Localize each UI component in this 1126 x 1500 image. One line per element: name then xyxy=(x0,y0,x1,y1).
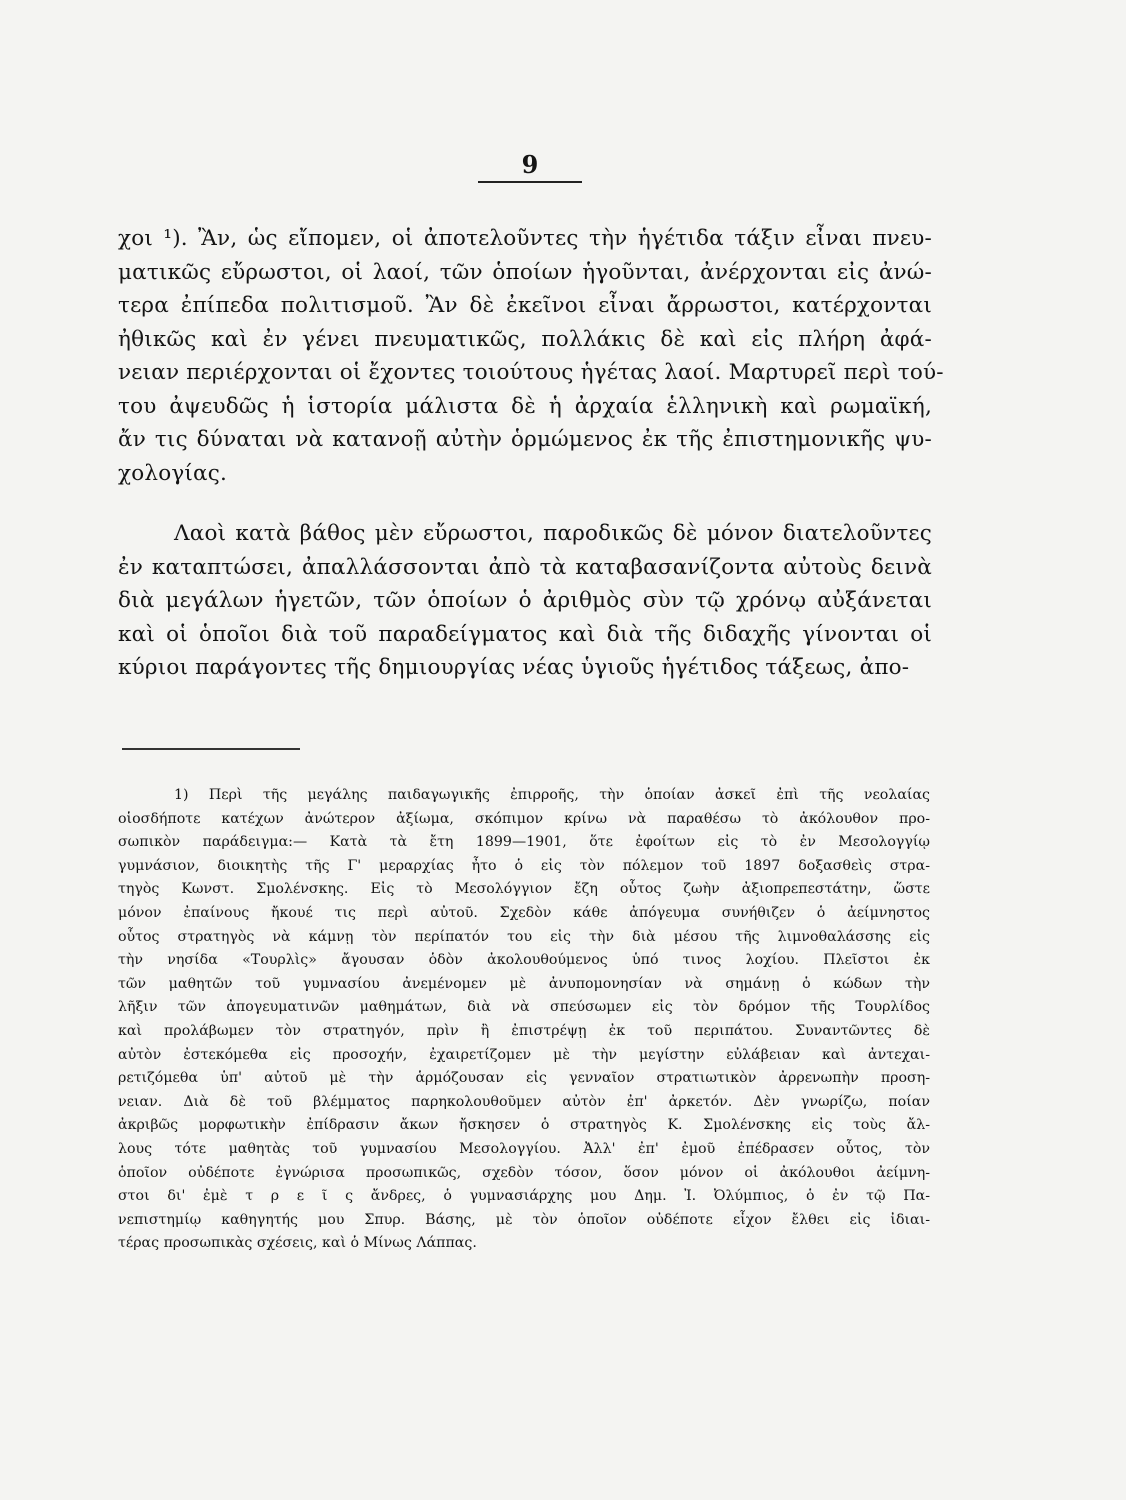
paragraph-1 xyxy=(118,222,944,490)
footnote-line: ἀκριβῶς μορφωτικὴν ἐπίδρασιν ἄκων ἤσκησεν ὁ στρατηγὸς Κ. Σμολένσκης εἰς τοὺς ἄλ- xyxy=(118,1117,930,1134)
footnote-line: λους τότε μαθητὰς τοῦ γυμνασίου Μεσολογγίου. Ἀλλ' ἐπ' ἐμοῦ ἐπέδρασεν οὗτος, τὸν xyxy=(118,1140,930,1157)
footnote-line: τὴν νησίδα «Τουρλὶς» ἄγουσαν ὁδὸν ἀκολουθούμενος ὑπό τινος λοχίου. Πλεῖστοι ἐκ xyxy=(118,952,930,969)
paragraph2-line: καὶ οἱ ὁποῖοι διὰ τοῦ παραδείγματος καὶ διὰ τῆς διδαχῆς γίνονται οἱ xyxy=(118,621,932,647)
footnote-line: μόνον ἐπαίνους ἤκουέ τις περὶ αὐτοῦ. Σχεδὸν κάθε ἀπόγευμα συνήθιζεν ὁ ἀείμνηστος xyxy=(118,904,930,921)
footnote-line: ρετιζόμεθα ὑπ' αὐτοῦ μὲ τὴν ἁρμόζουσαν εἰς γενναῖον στρατιωτικὸν ἀρρενωπὴν προση- xyxy=(118,1070,930,1087)
paragraph1-line: ματικῶς εὔρωστοι, οἱ λαοί, τῶν ὁποίων ἡγοῦνται, ἀνέρχονται εἰς ἀνώ- xyxy=(118,259,932,285)
footnote-divider xyxy=(122,748,300,750)
paragraph1-line: νειαν περιέρχονται οἱ ἔχοντες τοιούτους ἡγέτας λαοί. Μαρτυρεῖ περὶ τού- xyxy=(118,360,944,385)
footnote-line: νεπιστημίῳ καθηγητής μου Σπυρ. Βάσης, μὲ τὸν ὁποῖον οὐδέποτε εἶχον ἔλθει εἰς ἰδιαι- xyxy=(118,1211,930,1228)
footnote-line: 1) Περὶ τῆς μεγάλης παιδαγωγικῆς ἐπιρροῆς, τὴν ὁποίαν ἀσκεῖ ἐπὶ τῆς νεολαίας xyxy=(174,787,930,803)
page-number: 9 xyxy=(478,150,582,183)
body-text xyxy=(118,222,944,685)
paragraph1-line: ἄν τις δύναται νὰ κατανοῇ αὐτὴν ὁρμώμενος ἐκ τῆς ἐπιστημονικῆς ψυ- xyxy=(118,427,932,452)
paragraph2-line: κύριοι παράγοντες τῆς δημιουργίας νέας ὑγιοῦς ἡγέτιδος τάξεως, ἀπο- xyxy=(118,655,910,680)
footnote-line: σωπικὸν παράδειγμα:— Κατὰ τὰ ἔτη 1899—1901, ὅτε ἐφοίτων εἰς τὸ ἐν Μεσολογγίῳ xyxy=(118,834,930,851)
footnote-line: οὗτος στρατηγὸς νὰ κάμνῃ τὸν περίπατόν του εἰς τὴν διὰ μέσου τῆς λιμνοθαλάσσης εἰς xyxy=(118,928,930,945)
footnote-line: οἱοσδήποτε κατέχων ἀνώτερον ἀξίωμα, σκόπιμον κρίνω νὰ παραθέσω τὸ ἀκόλουθον προ- xyxy=(118,810,930,827)
paragraph1-line: τερα ἐπίπεδα πολιτισμοῦ. Ἂν δὲ ἐκεῖνοι εἶναι ἄρρωστοι, κατέρχονται xyxy=(118,293,932,318)
paragraph1-line: του ἀψευδῶς ἡ ἱστορία μάλιστα δὲ ἡ ἀρχαία ἑλληνικὴ καὶ ρωμαϊκή, xyxy=(118,393,932,419)
footnote-line: ὁποῖον οὐδέποτε ἐγνώρισα προσωπικῶς, σχεδὸν τόσον, ὅσον μόνον οἱ ἀκόλουθοι ἀείμνη- xyxy=(118,1164,930,1181)
paragraph-2 xyxy=(118,517,932,685)
footnote-line: γυμνάσιον, διοικητὴς τῆς Γ' μεραρχίας ἦτο ὁ εἰς τὸν πόλεμον τοῦ 1897 δοξασθεὶς στρα- xyxy=(118,857,930,874)
paragraph2-line: διὰ μεγάλων ἡγετῶν, τῶν ὁποίων ὁ ἀριθμὸς σὺν τῷ χρόνῳ αὐξάνεται xyxy=(118,588,932,613)
footnote-line: τέρας προσωπικὰς σχέσεις, καὶ ὁ Μίνως Λάππας. xyxy=(118,1235,477,1252)
paragraph2-line: Λαοὶ κατὰ βάθος μὲν εὔρωστοι, παροδικῶς δὲ μόνον διατελοῦντες xyxy=(174,521,932,546)
footnote-line: αὐτὸν ἐστεκόμεθα εἰς προσοχήν, ἐχαιρετίζομεν μὲ τὴν μεγίστην εὐλάβειαν καὶ ἀντεχαι- xyxy=(118,1046,930,1063)
footnote-line: τῶν μαθητῶν τοῦ γυμνασίου ἀνεμένομεν μὲ ἀνυπομονησίαν νὰ σημάνῃ ὁ κώδων τὴν xyxy=(118,975,930,992)
footnote-line: λῆξιν τῶν ἀπογευματινῶν μαθημάτων, διὰ νὰ σπεύσωμεν εἰς τὸν δρόμον τῆς Τουρλίδος xyxy=(118,999,930,1016)
paragraph1-line: χοι ¹). Ἂν, ὡς εἴπομεν, οἱ ἀποτελοῦντες τὴν ἡγέτιδα τάξιν εἶναι πνευ- xyxy=(118,226,932,251)
paragraph1-line: ἠθικῶς καὶ ἐν γένει πνευματικῶς, πολλάκις δὲ καὶ εἰς πλήρη ἀφά- xyxy=(118,326,932,352)
footnote-line: καὶ προλάβωμεν τὸν στρατηγόν, πρὶν ἢ ἐπιστρέψῃ ἐκ τοῦ περιπάτου. Συναντῶντες δὲ xyxy=(118,1022,930,1039)
paragraph2-line: ἐν καταπτώσει, ἀπαλλάσσονται ἀπὸ τὰ καταβασανίζοντα αὐτοὺς δεινὰ xyxy=(118,554,932,580)
footnote-line: τηγὸς Κωνστ. Σμολένσκης. Εἰς τὸ Μεσολόγγιον ἔζη οὗτος ζωὴν ἀξιοπρεπεστάτην, ὥστε xyxy=(118,881,930,898)
footnote-line: στοι δι' ἐμὲ τ ρ ε ῖ ς ἄνδρες, ὁ γυμνασιάρχης μου Δημ. Ἰ. Ὀλύμπιος, ὁ ἐν τῷ Πα- xyxy=(118,1188,930,1205)
paragraph1-line: χολογίας. xyxy=(118,460,228,486)
footnote-line: νειαν. Διὰ δὲ τοῦ βλέμματος παρηκολουθοῦμεν αὐτὸν ἐπ' ἀρκετόν. Δὲν γνωρίζω, ποίαν xyxy=(118,1093,930,1110)
footnote xyxy=(118,784,930,1256)
